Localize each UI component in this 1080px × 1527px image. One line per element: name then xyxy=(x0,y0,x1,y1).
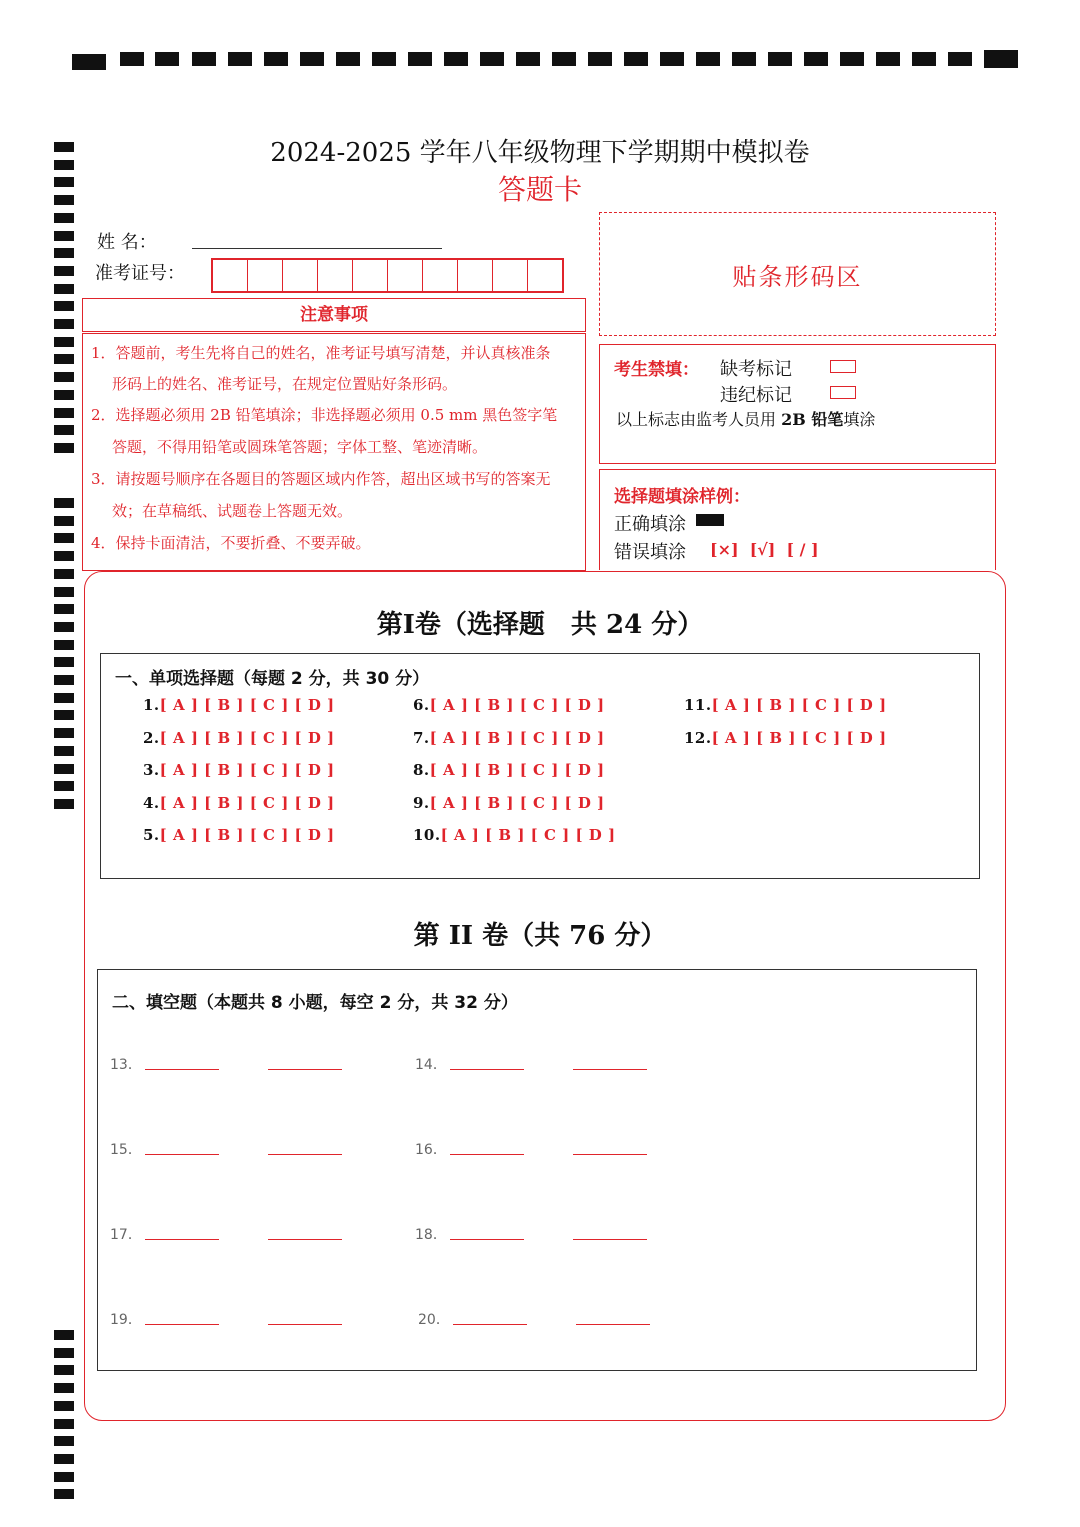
part1-title: 第Ⅰ卷（选择题 共 24 分） xyxy=(376,610,704,640)
mc-question[interactable] xyxy=(413,761,605,779)
barcode-label: 贴条形码区 xyxy=(732,263,863,291)
timing-mark xyxy=(984,50,1018,68)
question-number: 7. xyxy=(413,728,430,747)
timing-mark xyxy=(444,52,468,66)
blank-question-number: 19． xyxy=(110,1312,142,1328)
answer-blank[interactable] xyxy=(268,1324,342,1325)
correct-label: 正确填涂 xyxy=(614,514,686,535)
question-number: 6. xyxy=(413,696,430,714)
timing-mark xyxy=(54,675,74,685)
timing-mark xyxy=(72,54,106,70)
notice-line: 3．请按题号顺序在各题目的答题区域内作答，超出区域书写的答案无 xyxy=(91,470,551,488)
absent-label: 缺考标记 xyxy=(720,359,792,380)
blank-question-number: 14． xyxy=(415,1057,447,1073)
id-digit-box[interactable] xyxy=(423,260,458,291)
id-digit-box[interactable] xyxy=(388,260,423,291)
timing-mark xyxy=(54,710,74,720)
sample-title: 选择题填涂样例： xyxy=(614,487,750,507)
timing-mark xyxy=(480,52,504,66)
question-number: 9. xyxy=(413,793,430,812)
timing-mark xyxy=(54,587,74,597)
answer-options[interactable]: [ A ] [ B ] [ C ] [ D ] xyxy=(159,728,335,747)
timing-mark xyxy=(264,52,288,66)
timing-mark xyxy=(54,781,74,791)
timing-mark xyxy=(54,1454,74,1464)
timing-mark xyxy=(54,516,74,526)
timing-mark xyxy=(300,52,324,66)
notice-line: 形码上的姓名、准考证号，在规定位置贴好条形码。 xyxy=(112,375,458,393)
timing-mark xyxy=(54,657,74,667)
blank-question-number: 20． xyxy=(418,1312,450,1328)
id-digit-box[interactable] xyxy=(458,260,493,291)
timing-mark xyxy=(54,390,74,400)
answer-blank[interactable] xyxy=(576,1324,650,1325)
proctor-box xyxy=(599,344,996,464)
timing-mark xyxy=(588,52,612,66)
answer-options[interactable]: [ A ] [ B ] [ C ] [ D ] xyxy=(159,826,335,845)
answer-blank[interactable] xyxy=(450,1069,524,1070)
timing-mark xyxy=(54,443,74,453)
barcode-area xyxy=(599,212,996,336)
id-label: 准考证号： xyxy=(95,263,185,284)
timing-mark xyxy=(912,52,936,66)
answer-blank[interactable] xyxy=(268,1154,342,1155)
blank-question-number: 15． xyxy=(110,1142,142,1158)
notice-body xyxy=(82,333,586,571)
answer-blank[interactable] xyxy=(573,1069,647,1070)
page-title: 2024-2025 学年八年级物理下学期期中模拟卷 xyxy=(270,138,810,168)
blank-question-number: 18． xyxy=(415,1227,447,1243)
wrong-label: 错误填涂 xyxy=(614,542,686,563)
timing-mark xyxy=(54,1419,74,1429)
timing-mark xyxy=(120,52,144,66)
answer-blank[interactable] xyxy=(145,1324,219,1325)
violation-mark-box[interactable] xyxy=(830,386,856,399)
fill-sample-box xyxy=(599,469,996,570)
timing-mark xyxy=(624,52,648,66)
timing-mark xyxy=(876,52,900,66)
mc-question[interactable] xyxy=(413,794,605,812)
proctor-title: 考生禁填： xyxy=(614,360,699,380)
timing-mark xyxy=(552,52,576,66)
timing-mark xyxy=(54,728,74,738)
question-number: 2. xyxy=(143,728,160,747)
wrong-marks: [×] [√] [ / ] xyxy=(710,540,819,559)
answer-options[interactable]: [ A ] [ B ] [ C ] [ D ] xyxy=(159,696,335,714)
timing-mark xyxy=(804,52,828,66)
timing-mark xyxy=(54,248,74,258)
absent-mark-box[interactable] xyxy=(830,360,856,373)
timing-mark xyxy=(516,52,540,66)
mc-question[interactable] xyxy=(684,696,887,714)
timing-mark xyxy=(696,52,720,66)
timing-mark xyxy=(54,1383,74,1393)
answer-options[interactable]: [ A ] [ B ] [ C ] [ D ] xyxy=(429,761,605,780)
answer-options[interactable]: [ A ] [ B ] [ C ] [ D ] xyxy=(159,793,335,812)
timing-mark xyxy=(54,408,74,418)
timing-mark xyxy=(54,551,74,561)
id-digit-box[interactable] xyxy=(493,260,528,291)
answer-blank[interactable] xyxy=(268,1069,342,1070)
mc-section-title: 一、单项选择题（每题 2 分，共 30 分） xyxy=(115,669,430,689)
part2-title: 第 II 卷（共 76 分） xyxy=(413,921,667,951)
notice-line: 4．保持卡面清洁，不要折叠、不要弄破。 xyxy=(91,534,371,552)
timing-mark xyxy=(732,52,756,66)
timing-mark xyxy=(54,1489,74,1499)
timing-mark xyxy=(192,52,216,66)
timing-mark xyxy=(54,1330,74,1340)
id-digit-box[interactable] xyxy=(213,260,248,291)
mc-question[interactable] xyxy=(143,761,335,779)
violation-label: 违纪标记 xyxy=(720,385,792,406)
answer-blank[interactable] xyxy=(268,1239,342,1240)
timing-mark xyxy=(54,764,74,774)
fill-section-title: 二、填空题（本题共 8 小题，每空 2 分，共 32 分） xyxy=(112,993,518,1013)
timing-mark xyxy=(54,640,74,650)
timing-mark xyxy=(54,569,74,579)
question-number: 5. xyxy=(143,826,160,845)
question-number: 10. xyxy=(413,826,441,845)
timing-mark xyxy=(54,693,74,703)
answer-options[interactable]: [ A ] [ B ] [ C ] [ D ] xyxy=(429,728,605,747)
mc-question[interactable] xyxy=(143,826,335,844)
timing-mark xyxy=(54,799,74,809)
timing-mark xyxy=(372,52,396,66)
timing-mark xyxy=(54,301,74,311)
fill-blank-box xyxy=(97,969,977,1371)
proctor-note-pre: 以上标志由监考人员用 xyxy=(616,410,782,429)
timing-mark xyxy=(54,746,74,756)
timing-mark xyxy=(54,284,74,294)
notice-line: 1．答题前，考生先将自己的姓名，准考证号填写清楚，并认真核准条 xyxy=(91,344,551,362)
id-digit-box[interactable] xyxy=(353,260,388,291)
timing-mark xyxy=(54,337,74,347)
timing-mark xyxy=(54,372,74,382)
question-number: 4. xyxy=(143,793,160,812)
id-digit-box[interactable] xyxy=(283,260,318,291)
timing-mark xyxy=(660,52,684,66)
timing-mark xyxy=(840,52,864,66)
timing-mark xyxy=(54,266,74,276)
notice-title: 注意事项 xyxy=(82,298,586,332)
blank-question-number: 16． xyxy=(415,1142,447,1158)
question-number: 8. xyxy=(413,761,430,780)
answer-options[interactable]: [ A ] [ B ] [ C ] [ D ] xyxy=(711,728,887,747)
timing-mark xyxy=(54,354,74,364)
mc-question[interactable] xyxy=(143,696,335,714)
answer-blank[interactable] xyxy=(450,1154,524,1155)
filled-mark-icon xyxy=(696,514,724,526)
mc-question[interactable] xyxy=(684,729,887,747)
exam-id-boxes[interactable] xyxy=(211,258,564,293)
answer-options[interactable]: [ A ] [ B ] [ C ] [ D ] xyxy=(711,696,887,714)
mc-question[interactable] xyxy=(413,729,605,747)
timing-mark xyxy=(54,1348,74,1358)
mc-question[interactable] xyxy=(143,794,335,812)
notice-line: 效；在草稿纸、试题卷上答题无效。 xyxy=(112,502,353,520)
id-digit-box[interactable] xyxy=(528,260,562,291)
timing-mark xyxy=(768,52,792,66)
name-label: 姓 名： xyxy=(97,232,157,253)
timing-mark xyxy=(408,52,432,66)
timing-mark xyxy=(54,1401,74,1411)
timing-mark xyxy=(155,52,179,66)
answer-options[interactable]: [ A ] [ B ] [ C ] [ D ] xyxy=(440,826,616,845)
answer-blank[interactable] xyxy=(145,1069,219,1070)
answer-options[interactable]: [ A ] [ B ] [ C ] [ D ] xyxy=(429,696,605,714)
answer-blank[interactable] xyxy=(145,1239,219,1240)
timing-mark xyxy=(54,1436,74,1446)
timing-mark xyxy=(54,425,74,435)
timing-mark xyxy=(54,1365,74,1375)
question-number: 3. xyxy=(143,761,160,780)
timing-mark xyxy=(948,52,972,66)
answer-blank[interactable] xyxy=(453,1324,527,1325)
answer-blank[interactable] xyxy=(573,1154,647,1155)
answer-blank[interactable] xyxy=(573,1239,647,1240)
answer-options[interactable]: [ A ] [ B ] [ C ] [ D ] xyxy=(429,793,605,812)
page-subtitle: 答题卡 xyxy=(497,173,582,206)
timing-mark xyxy=(54,319,74,329)
notice-line: 答题，不得用铅笔或圆珠笔答题；字体工整、笔迹清晰。 xyxy=(112,438,488,456)
blank-question-number: 17． xyxy=(110,1227,142,1243)
blank-question-number: 13． xyxy=(110,1057,142,1073)
name-field[interactable] xyxy=(192,248,442,249)
timing-mark xyxy=(54,533,74,543)
question-number: 1. xyxy=(143,696,160,714)
question-number: 11. xyxy=(684,696,712,714)
answer-options[interactable]: [ A ] [ B ] [ C ] [ D ] xyxy=(159,761,335,780)
question-number: 12. xyxy=(684,728,712,747)
proctor-note-post: 填涂 xyxy=(843,410,876,429)
answer-blank[interactable] xyxy=(145,1154,219,1155)
mc-question[interactable] xyxy=(143,729,335,747)
proctor-note xyxy=(616,407,875,430)
timing-mark xyxy=(54,231,74,241)
mc-question[interactable] xyxy=(413,826,616,844)
proctor-note-bold: 2B 铅笔 xyxy=(781,410,844,429)
timing-mark xyxy=(54,1472,74,1482)
id-digit-box[interactable] xyxy=(318,260,353,291)
timing-mark xyxy=(336,52,360,66)
answer-blank[interactable] xyxy=(450,1239,524,1240)
mc-question[interactable] xyxy=(413,696,605,714)
top-timing-marks xyxy=(72,52,1018,70)
id-digit-box[interactable] xyxy=(248,260,283,291)
timing-mark xyxy=(54,213,74,223)
timing-mark xyxy=(54,498,74,508)
notice-line: 2．选择题必须用 2B 铅笔填涂；非选择题必须用 0.5 mm 黑色签字笔 xyxy=(91,406,558,424)
timing-mark xyxy=(228,52,252,66)
